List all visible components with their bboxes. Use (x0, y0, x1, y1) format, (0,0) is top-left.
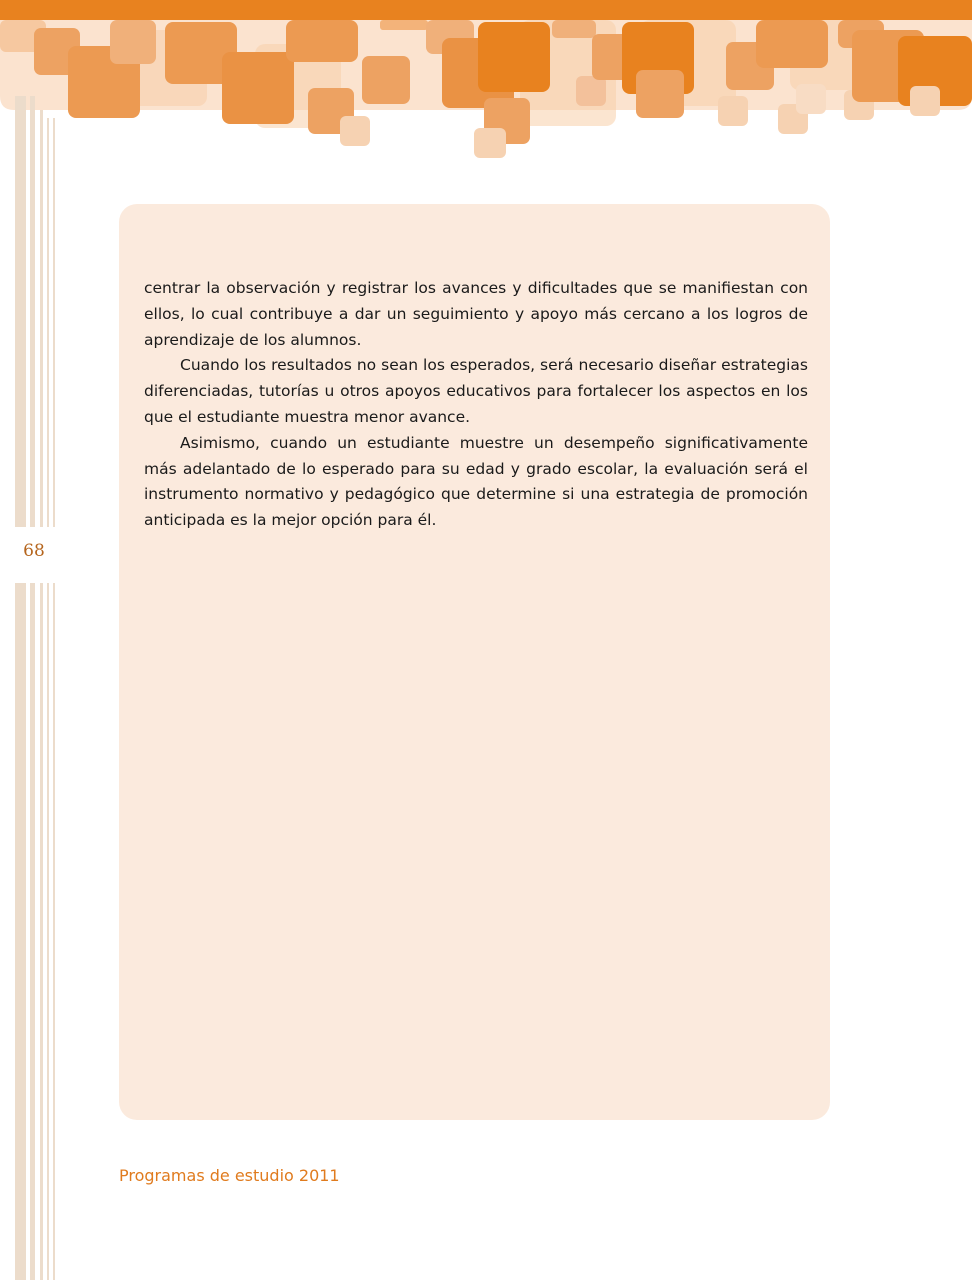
paragraph-2: Cuando los resultados no sean los esperados, será necesario diseñar estrategias diferenciadas, tutorías u otros apoyos educativos para fortalecer los aspectos en los que el estudiante muestra menor avance. (144, 356, 808, 426)
paragraph-3: Asimismo, cuando un estudiante muestre un desempeño significativamente más adelantado de lo esperado para su edad y grado escolar, la evaluación será el instrumento normativo y pedagógico que determine si una estrategia de promoción anticipada es la mejor opción para él. (144, 433, 808, 530)
header-decoration (0, 0, 972, 160)
body-text (144, 276, 808, 534)
header-squares-graphic (0, 0, 972, 160)
side-stripes-graphic (0, 0, 60, 1280)
paragraph-1: centrar la observación y registrar los avances y dificultades que se manifiestan con ellos, lo cual contribuye a dar un seguimiento y apoyo más cercano a los logros de aprendizaje de los alumnos. (144, 279, 808, 349)
footer-title: Programas de estudio 2011 (119, 1166, 340, 1185)
side-stripes-decoration (0, 0, 60, 1280)
page-number: 68 (23, 541, 45, 561)
